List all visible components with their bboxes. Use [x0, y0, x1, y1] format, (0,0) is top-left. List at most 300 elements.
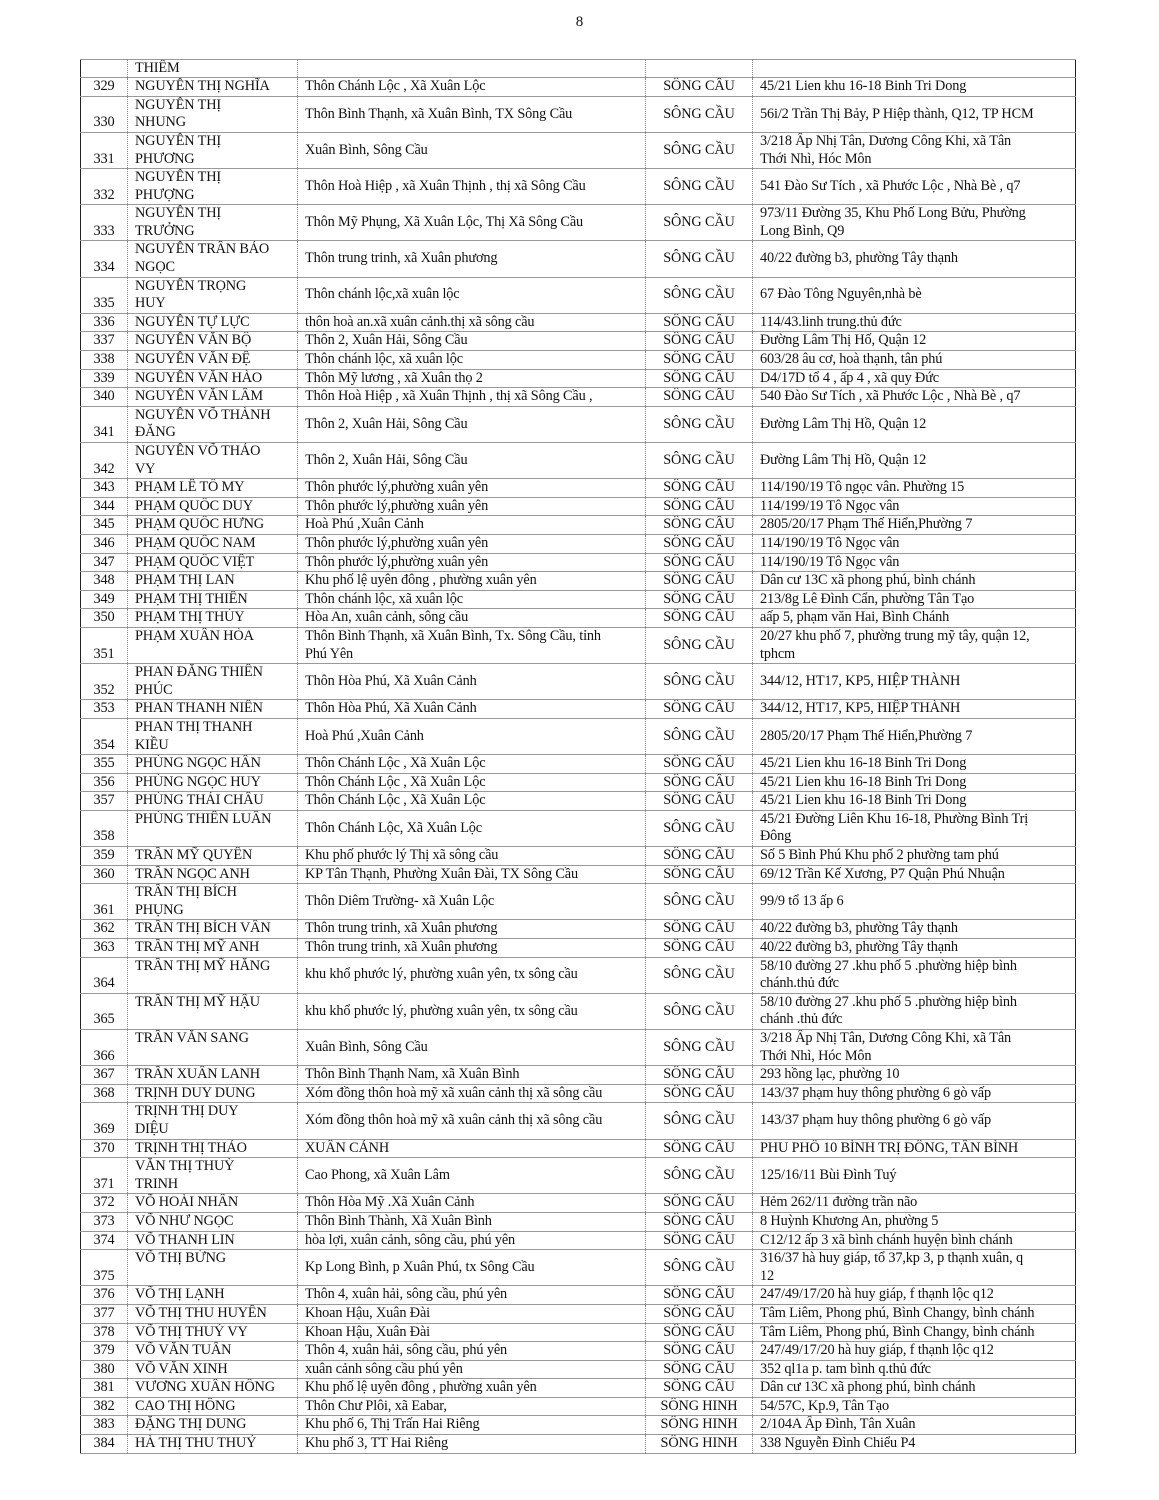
row-district: SÔNG CẦU [646, 479, 753, 498]
row-current-address: 114/190/19 Tô ngọc vân. Phường 15 [753, 479, 1076, 498]
row-current-address: Tâm Liêm, Phong phú, Bình Changy, bình chánh [753, 1323, 1076, 1342]
row-current-address: Đường Lâm Thị Hồ, Quận 12 [753, 406, 1076, 442]
row-address: Khu phố lệ uyên đông , phường xuân yên [298, 1379, 646, 1398]
row-number: 358 [81, 810, 128, 846]
table-row [81, 479, 1076, 498]
row-address: Thôn chánh lộc, xã xuân lộc [298, 590, 646, 609]
row-current-address: 40/22 đường b3, phường Tây thạnh [753, 939, 1076, 958]
row-current-address: 143/37 phạm huy thông phường 6 gò vấp [753, 1084, 1076, 1103]
row-district: SÔNG CẦU [646, 497, 753, 516]
row-address: Xóm đồng thôn hoà mỹ xã xuân cảnh thị xã sông cầu [298, 1084, 646, 1103]
table-row [81, 1103, 1076, 1139]
table-row [81, 332, 1076, 351]
table-row [81, 351, 1076, 370]
row-name: TRỊNH THỊ THẢO [128, 1139, 298, 1158]
row-address: Thôn phước lý,phường xuân yên [298, 479, 646, 498]
row-name: PHÙNG THIÊN LUÂN [128, 810, 298, 846]
table-row [81, 1250, 1076, 1286]
table-row [81, 993, 1076, 1029]
row-current-address: 20/27 khu phố 7, phường trung mỹ tây, quận 12, tphcm [753, 627, 1076, 663]
row-name: PHAN THỊ THANH KIỀU [128, 718, 298, 754]
row-number: 368 [81, 1084, 128, 1103]
row-address: Hoà Phú ,Xuân Cảnh [298, 718, 646, 754]
row-address: Thôn Diêm Trường- xã Xuân Lộc [298, 884, 646, 920]
table-row [81, 132, 1076, 168]
row-current-address: aấp 5, phạm văn Hai, Bình Chánh [753, 609, 1076, 628]
row-number: 371 [81, 1158, 128, 1194]
row-name: PHẠM QUỐC HƯNG [128, 516, 298, 535]
row-current-address: 3/218 Ấp Nhị Tân, Dương Công Khi, xã Tân Thới Nhì, Hóc Môn [753, 1030, 1076, 1066]
row-district: SÔNG CẦU [646, 957, 753, 993]
row-number: 384 [81, 1435, 128, 1454]
table-row [81, 718, 1076, 754]
row-current-address: 247/49/17/20 hà huy giáp, f thạnh lộc q12 [753, 1342, 1076, 1361]
table-row [81, 1360, 1076, 1379]
table-row [81, 920, 1076, 939]
row-number: 337 [81, 332, 128, 351]
row-address: Thôn Chánh Lộc, Xã Xuân Lộc [298, 810, 646, 846]
row-number: 380 [81, 1360, 128, 1379]
row-number: 353 [81, 700, 128, 719]
table-row [81, 205, 1076, 241]
row-current-address: 58/10 đường 27 .khu phố 5 .phường hiệp bình chánh.thủ đức [753, 957, 1076, 993]
row-address: Xóm đồng thôn hoà mỹ xã xuân cảnh thị xã sông cầu [298, 1103, 646, 1139]
row-current-address: 603/28 âu cơ, hoà thạnh, tân phú [753, 351, 1076, 370]
row-district: SÔNG CẦU [646, 627, 753, 663]
row-number: 377 [81, 1304, 128, 1323]
row-name: TRẦN THỊ MỸ HẰNG [128, 957, 298, 993]
row-district: SÔNG CẦU [646, 1084, 753, 1103]
table-row [81, 443, 1076, 479]
table-row [81, 96, 1076, 132]
table-row [81, 810, 1076, 846]
row-name: NGUYỄN THỊ PHƯƠNG [128, 132, 298, 168]
row-current-address: 973/11 Đường 35, Khu Phố Long Bửu, Phường Long Bình, Q9 [753, 205, 1076, 241]
row-address: Thôn Hòa Phú, Xã Xuân Cảnh [298, 664, 646, 700]
row-address: Thôn Chánh Lộc , Xã Xuân Lộc [298, 792, 646, 811]
row-address: Thôn Hòa Mỹ .Xã Xuân Cảnh [298, 1194, 646, 1213]
row-address: khu khổ phước lý, phường xuân yên, tx sông cầu [298, 993, 646, 1029]
row-district: SÔNG CẦU [646, 609, 753, 628]
row-address: Thôn 2, Xuân Hải, Sông Cầu [298, 406, 646, 442]
row-district: SÔNG CẦU [646, 534, 753, 553]
row-district: SÔNG CẦU [646, 1323, 753, 1342]
row-address: Khu phố 6, Thị Trấn Hai Riêng [298, 1416, 646, 1435]
row-district: SÔNG CẦU [646, 1030, 753, 1066]
table-row [81, 1030, 1076, 1066]
table-row [81, 406, 1076, 442]
row-district: SÔNG CẦU [646, 590, 753, 609]
row-number: 344 [81, 497, 128, 516]
row-name: NGUYỄN THỊ PHƯỢNG [128, 169, 298, 205]
row-address: Thôn trung trinh, xã Xuân phương [298, 241, 646, 277]
row-current-address: 58/10 đường 27 .khu phố 5 .phường hiệp bình chánh .thủ đức [753, 993, 1076, 1029]
row-address: Thôn chánh lộc, xã xuân lộc [298, 351, 646, 370]
row-current-address: 2/104A Ấp Đình, Tân Xuân [753, 1416, 1076, 1435]
row-current-address [753, 60, 1076, 78]
row-current-address: 67 Đào Tông Nguyên,nhà bè [753, 277, 1076, 313]
row-address: Khu phố 3, TT Hai Riêng [298, 1435, 646, 1454]
row-current-address: 40/22 đường b3, phường Tây thạnh [753, 241, 1076, 277]
row-address: thôn hoà an.xã xuân cảnh.thị xã sông cầu [298, 313, 646, 332]
row-district: SÔNG CẦU [646, 773, 753, 792]
row-number: 350 [81, 609, 128, 628]
row-number: 366 [81, 1030, 128, 1066]
row-number: 330 [81, 96, 128, 132]
row-current-address: Số 5 Bình Phú Khu phố 2 phường tam phú [753, 847, 1076, 866]
row-number: 374 [81, 1231, 128, 1250]
row-number: 357 [81, 792, 128, 811]
row-name: NGUYỄN VĂN HÀO [128, 369, 298, 388]
row-current-address: 2805/20/17 Phạm Thế Hiển,Phường 7 [753, 718, 1076, 754]
row-current-address: 114/190/19 Tô Ngọc vân [753, 553, 1076, 572]
table-row [81, 957, 1076, 993]
row-current-address: 56i/2 Trần Thị Bảy, P Hiệp thành, Q12, TP HCM [753, 96, 1076, 132]
row-address: XUÂN CẢNH [298, 1139, 646, 1158]
row-district: SÔNG CẦU [646, 205, 753, 241]
row-district: SÔNG CẦU [646, 664, 753, 700]
table-row [81, 939, 1076, 958]
row-address: Thôn chánh lộc,xã xuân lộc [298, 277, 646, 313]
table-row [81, 1231, 1076, 1250]
row-name: NGUYỄN VÕ THẢO VY [128, 443, 298, 479]
row-name: PHÙNG NGỌC HÂN [128, 755, 298, 774]
row-district: SÔNG CẦU [646, 1103, 753, 1139]
row-number: 332 [81, 169, 128, 205]
row-address: Thôn phước lý,phường xuân yên [298, 497, 646, 516]
row-name: NGUYỄN VĂN ĐỆ [128, 351, 298, 370]
row-name: TRẦN NGỌC ANH [128, 865, 298, 884]
row-current-address: Đường Lâm Thị Hố, Quận 12 [753, 332, 1076, 351]
row-current-address: 2805/20/17 Phạm Thế Hiển,Phường 7 [753, 516, 1076, 535]
row-address: Thôn Chánh Lộc , Xã Xuân Lộc [298, 773, 646, 792]
row-name: VÕ THANH LIN [128, 1231, 298, 1250]
row-district: SÔNG CẦU [646, 1360, 753, 1379]
row-district: SÔNG CẦU [646, 388, 753, 407]
row-address: Hoà Phú ,Xuân Cảnh [298, 516, 646, 535]
row-current-address: 213/8g Lê Đình Cẩn, phường Tân Tạo [753, 590, 1076, 609]
row-address: Thôn phước lý,phường xuân yên [298, 553, 646, 572]
row-current-address: Dân cư 13C xã phong phú, bình chánh [753, 1379, 1076, 1398]
row-address: Kp Long Bình, p Xuân Phú, tx Sông Cầu [298, 1250, 646, 1286]
row-district: SÔNG CẦU [646, 1250, 753, 1286]
table-row [81, 884, 1076, 920]
row-current-address: PHU PHỐ 10 BÌNH TRỊ ĐÔNG, TÂN BÌNH [753, 1139, 1076, 1158]
row-number: 338 [81, 351, 128, 370]
row-district: SÔNG CẦU [646, 516, 753, 535]
row-district: SÔNG CẦU [646, 1231, 753, 1250]
row-address: Thôn Bình Thành, Xã Xuân Bình [298, 1212, 646, 1231]
table-row-continued [81, 60, 1076, 78]
table-row [81, 553, 1076, 572]
row-name: TRẦN VĂN SANG [128, 1030, 298, 1066]
row-district: SÔNG CẦU [646, 78, 753, 97]
row-name: VÕ VĂN TUẤN [128, 1342, 298, 1361]
table-row [81, 388, 1076, 407]
member-table [80, 59, 1076, 1454]
row-address: Khoan Hậu, Xuân Đài [298, 1323, 646, 1342]
row-current-address: Đường Lâm Thị Hồ, Quận 12 [753, 443, 1076, 479]
row-name: TRẦN THỊ BÍCH PHỤNG [128, 884, 298, 920]
table-row [81, 1084, 1076, 1103]
row-address: Hòa An, xuân cảnh, sông cầu [298, 609, 646, 628]
row-district: SÔNG CẦU [646, 553, 753, 572]
row-address: xuân cảnh sông cầu phú yên [298, 1360, 646, 1379]
row-number: 351 [81, 627, 128, 663]
row-number [81, 60, 128, 78]
row-address: Thôn Hòa Phú, Xã Xuân Cảnh [298, 700, 646, 719]
row-current-address: 293 hồng lạc, phường 10 [753, 1066, 1076, 1085]
row-current-address: C12/12 ấp 3 xã bình chánh huyện bình chánh [753, 1231, 1076, 1250]
row-number: 356 [81, 773, 128, 792]
row-name: VÕ VĂN XINH [128, 1360, 298, 1379]
row-number: 341 [81, 406, 128, 442]
row-number: 362 [81, 920, 128, 939]
row-name: NGUYỄN THỊ TRƯỞNG [128, 205, 298, 241]
table-row [81, 609, 1076, 628]
row-number: 365 [81, 993, 128, 1029]
row-district: SÔNG CẦU [646, 1194, 753, 1213]
row-address: KP Tân Thạnh, Phường Xuân Đài, TX Sông Cầu [298, 865, 646, 884]
row-district: SÔNG CẦU [646, 1066, 753, 1085]
row-district: SÔNG CẦU [646, 755, 753, 774]
table-row [81, 516, 1076, 535]
row-district: SÔNG CẦU [646, 1286, 753, 1305]
row-district: SÔNG CẦU [646, 1342, 753, 1361]
table-row [81, 590, 1076, 609]
row-district: SÔNG CẦU [646, 1304, 753, 1323]
row-number: 355 [81, 755, 128, 774]
row-current-address: 344/12, HT17, KP5, HIỆP THÀNH [753, 700, 1076, 719]
row-district: SÔNG CẦU [646, 351, 753, 370]
table-row [81, 313, 1076, 332]
row-name: HÀ THỊ THU THUỶ [128, 1435, 298, 1454]
row-name: CAO THỊ HỒNG [128, 1397, 298, 1416]
row-number: 383 [81, 1416, 128, 1435]
row-address: hòa lợi, xuân cảnh, sông cầu, phú yên [298, 1231, 646, 1250]
row-current-address: 8 Huỳnh Khương An, phường 5 [753, 1212, 1076, 1231]
row-address: Thôn Bình Thạnh, xã Xuân Bình, TX Sông Cầu [298, 96, 646, 132]
row-number: 359 [81, 847, 128, 866]
row-district: SÔNG CẦU [646, 96, 753, 132]
row-name: PHẠM THỊ LAN [128, 572, 298, 591]
row-number: 339 [81, 369, 128, 388]
row-current-address: 45/21 Lien khu 16-18 Binh Tri Dong [753, 792, 1076, 811]
row-address: Khu phố phước lý Thị xã sông cầu [298, 847, 646, 866]
row-district: SÔNG CẦU [646, 277, 753, 313]
table-row [81, 865, 1076, 884]
row-number: 373 [81, 1212, 128, 1231]
table-row [81, 1212, 1076, 1231]
row-number: 334 [81, 241, 128, 277]
row-number: 352 [81, 664, 128, 700]
table-row [81, 1304, 1076, 1323]
row-name: PHÙNG NGỌC HUY [128, 773, 298, 792]
row-name: PHẠM LÊ TỐ MY [128, 479, 298, 498]
row-name: PHÙNG THÁI CHÂU [128, 792, 298, 811]
row-name: PHẠM QUỐC DUY [128, 497, 298, 516]
row-name: VƯƠNG XUÂN HỒNG [128, 1379, 298, 1398]
row-number: 333 [81, 205, 128, 241]
row-number: 370 [81, 1139, 128, 1158]
row-current-address: 247/49/17/20 hà huy giáp, f thạnh lộc q12 [753, 1286, 1076, 1305]
row-current-address: 45/21 Đường Liên Khu 16-18, Phường Bình Trị Đông [753, 810, 1076, 846]
row-number: 354 [81, 718, 128, 754]
row-name: VÕ THỊ THU HUYỀN [128, 1304, 298, 1323]
table-row [81, 1194, 1076, 1213]
row-number: 364 [81, 957, 128, 993]
row-name: PHAN THANH NIÊN [128, 700, 298, 719]
row-current-address: 338 Nguyễn Đình Chiểu P4 [753, 1435, 1076, 1454]
row-name: PHẠM QUỐC VIỆT [128, 553, 298, 572]
row-name: VÕ THỊ LẠNH [128, 1286, 298, 1305]
row-address: Thôn Hoà Hiệp , xã Xuân Thịnh , thị xã Sông Cầu [298, 169, 646, 205]
table-row [81, 1066, 1076, 1085]
table-row [81, 169, 1076, 205]
row-name: VÕ THỊ THUÝ VY [128, 1323, 298, 1342]
row-current-address: 54/57C, Kp.9, Tân Tạo [753, 1397, 1076, 1416]
row-current-address: 45/21 Lien khu 16-18 Binh Tri Dong [753, 755, 1076, 774]
row-name: PHẠM THỊ THÚY [128, 609, 298, 628]
row-district: SÔNG CẦU [646, 1379, 753, 1398]
row-number: 369 [81, 1103, 128, 1139]
row-number: 372 [81, 1194, 128, 1213]
row-name: TRẦN XUÂN LANH [128, 1066, 298, 1085]
row-current-address: 316/37 hà huy giáp, tổ 37,kp 3, p thạnh xuân, q 12 [753, 1250, 1076, 1286]
table-row [81, 1139, 1076, 1158]
row-name: TRẦN THỊ BÍCH VÂN [128, 920, 298, 939]
table-row [81, 773, 1076, 792]
row-address: Thôn 4, xuân hải, sông cầu, phú yên [298, 1286, 646, 1305]
table-row [81, 1435, 1076, 1454]
row-name: TRỊNH DUY DUNG [128, 1084, 298, 1103]
row-district: SÔNG CẦU [646, 700, 753, 719]
table-row [81, 572, 1076, 591]
row-name: NGUYỄN TRẦN BẢO NGỌC [128, 241, 298, 277]
row-district: SÔNG HINH [646, 1397, 753, 1416]
row-name: TRỊNH THỊ DUY DIỆU [128, 1103, 298, 1139]
table-row [81, 664, 1076, 700]
row-number: 336 [81, 313, 128, 332]
table-row [81, 369, 1076, 388]
row-name: PHẠM XUÂN HÒA [128, 627, 298, 663]
row-current-address: 114/190/19 Tô Ngọc vân [753, 534, 1076, 553]
table-row [81, 1416, 1076, 1435]
row-district: SÔNG HINH [646, 1416, 753, 1435]
table-row [81, 241, 1076, 277]
row-number: 361 [81, 884, 128, 920]
row-district: SÔNG CẦU [646, 241, 753, 277]
row-current-address: 3/218 Ấp Nhị Tân, Dương Công Khi, xã Tân Thới Nhì, Hóc Môn [753, 132, 1076, 168]
row-number: 345 [81, 516, 128, 535]
row-name: NGUYỄN TỰ LỰC [128, 313, 298, 332]
row-address: Thôn Bình Thạnh Nam, xã Xuân Bình [298, 1066, 646, 1085]
row-address: Thôn 4, xuân hải, sông cầu, phú yên [298, 1342, 646, 1361]
row-address: Thôn Hoà Hiệp , xã Xuân Thịnh , thị xã Sông Cầu , [298, 388, 646, 407]
row-name: PHAN ĐĂNG THIÊN PHÚC [128, 664, 298, 700]
row-name: TRẦN MỸ QUYÊN [128, 847, 298, 866]
row-district: SÔNG CẦU [646, 406, 753, 442]
row-address [298, 60, 646, 78]
row-name: NGUYỄN VĂN LÂM [128, 388, 298, 407]
row-address: Thôn Chư Plôi, xã Eabar, [298, 1397, 646, 1416]
row-address: Thôn phước lý,phường xuân yên [298, 534, 646, 553]
row-address: Xuân Bình, Sông Cầu [298, 1030, 646, 1066]
row-address: Khu phố lệ uyên đông , phường xuân yên [298, 572, 646, 591]
row-name: TRẦN THỊ MỸ ANH [128, 939, 298, 958]
row-number: 382 [81, 1397, 128, 1416]
row-number: 340 [81, 388, 128, 407]
row-district: SÔNG CẦU [646, 1212, 753, 1231]
row-number: 376 [81, 1286, 128, 1305]
row-current-address: 344/12, HT17, KP5, HIỆP THÀNH [753, 664, 1076, 700]
row-number: 349 [81, 590, 128, 609]
table-row [81, 700, 1076, 719]
table-row [81, 1342, 1076, 1361]
row-current-address: Tâm Liêm, Phong phú, Bình Changy, bình chánh [753, 1304, 1076, 1323]
row-number: 348 [81, 572, 128, 591]
row-current-address: 125/16/11 Bùi Đình Tuý [753, 1158, 1076, 1194]
row-district: SÔNG CẦU [646, 169, 753, 205]
row-name: TRẦN THỊ MỸ HẬU [128, 993, 298, 1029]
row-number: 346 [81, 534, 128, 553]
row-district: SÔNG CẦU [646, 810, 753, 846]
row-district: SÔNG CẦU [646, 132, 753, 168]
table-row [81, 792, 1076, 811]
row-district: SÔNG CẦU [646, 1139, 753, 1158]
row-address: Khoan Hậu, Xuân Đài [298, 1304, 646, 1323]
row-district: SÔNG CẦU [646, 313, 753, 332]
row-district: SÔNG CẦU [646, 572, 753, 591]
row-current-address: 540 Đào Sư Tích , xã Phước Lộc , Nhà Bè , q7 [753, 388, 1076, 407]
row-name: VÕ HOÀI NHÂN [128, 1194, 298, 1213]
row-district: SÔNG CẦU [646, 847, 753, 866]
row-name: NGUYỄN THỊ NHUNG [128, 96, 298, 132]
row-address: Cao Phong, xã Xuân Lâm [298, 1158, 646, 1194]
row-address: Xuân Bình, Sông Cầu [298, 132, 646, 168]
row-current-address: 114/43.linh trung.thủ đức [753, 313, 1076, 332]
row-number: 378 [81, 1323, 128, 1342]
row-name: PHẠM THỊ THIÊN [128, 590, 298, 609]
row-number: 363 [81, 939, 128, 958]
row-current-address: 69/12 Trần Kế Xương, P7 Quận Phú Nhuận [753, 865, 1076, 884]
row-district: SÔNG CẦU [646, 369, 753, 388]
row-district [646, 60, 753, 78]
row-address: Thôn 2, Xuân Hải, Sông Cầu [298, 332, 646, 351]
table-row [81, 1379, 1076, 1398]
row-current-address: 541 Đào Sư Tích , xã Phước Lộc , Nhà Bè , q7 [753, 169, 1076, 205]
row-number: 331 [81, 132, 128, 168]
row-district: SÔNG CẦU [646, 920, 753, 939]
table-row [81, 1397, 1076, 1416]
row-name: NGUYỄN THỊ NGHĨA [128, 78, 298, 97]
row-district: SÔNG CẦU [646, 993, 753, 1029]
row-name: ĐẶNG THỊ DUNG [128, 1416, 298, 1435]
row-current-address: 114/199/19 Tô Ngọc vân [753, 497, 1076, 516]
table-row [81, 755, 1076, 774]
row-district: SÔNG CẦU [646, 718, 753, 754]
row-address: Thôn Bình Thạnh, xã Xuân Bình, Tx. Sông Cầu, tỉnh Phú Yên [298, 627, 646, 663]
table-row [81, 847, 1076, 866]
table-row [81, 1158, 1076, 1194]
row-name: NGUYỄN VĂN BỘ [128, 332, 298, 351]
row-district: SÔNG CẦU [646, 443, 753, 479]
page-number: 8 [575, 14, 584, 30]
row-address: Thôn 2, Xuân Hải, Sông Cầu [298, 443, 646, 479]
row-current-address: 40/22 đường b3, phường Tây thạnh [753, 920, 1076, 939]
table-row [81, 627, 1076, 663]
row-name: VÕ NHƯ NGỌC [128, 1212, 298, 1231]
